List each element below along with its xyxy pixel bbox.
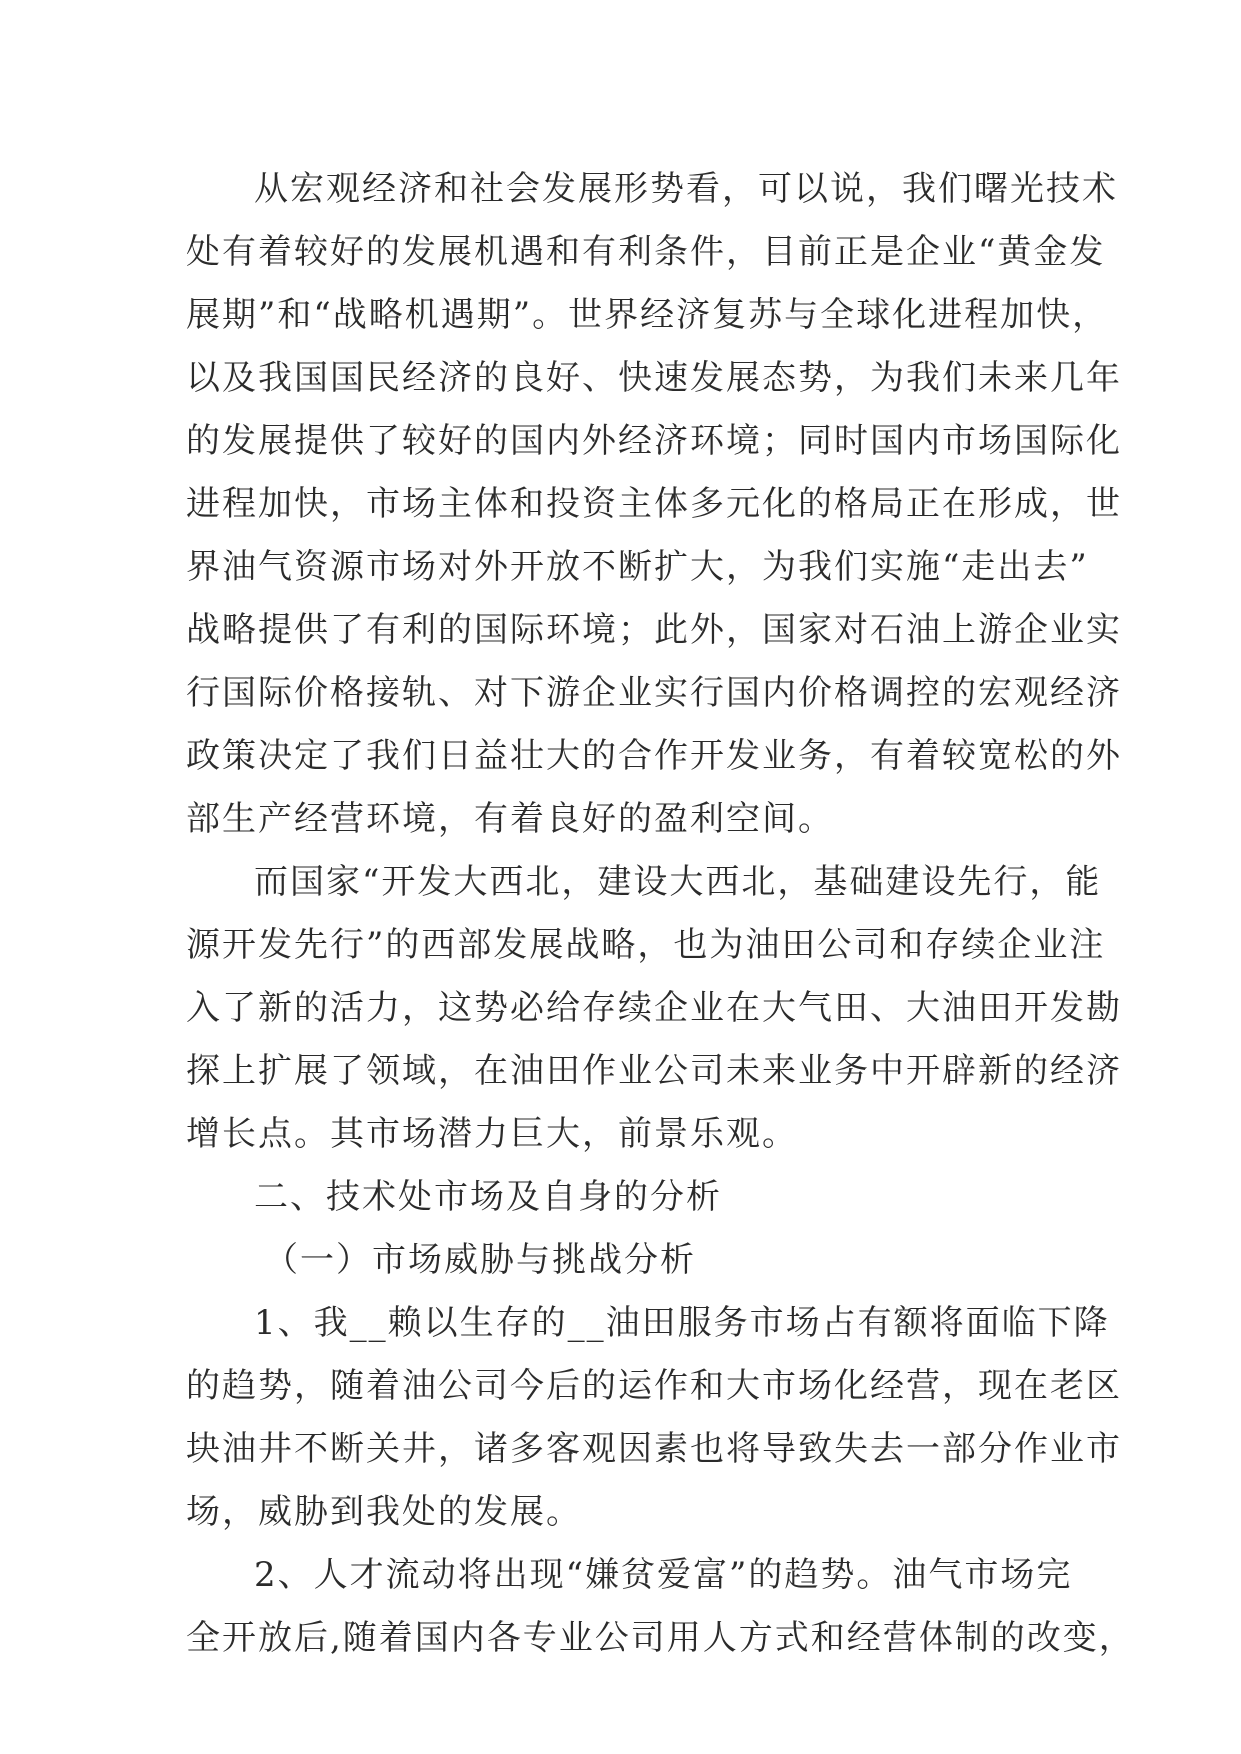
paragraph-line: 界油气资源市场对外开放不断扩大，为我们实施“走出去” [186, 547, 1089, 587]
paragraph-line: 行国际价格接轨、对下游企业实行国内价格调控的宏观经济 [186, 673, 1122, 713]
paragraph-line: 而国家“开发大西北，建设大西北，基础建设先行，能 [254, 862, 1102, 902]
paragraph-line: 处有着较好的发展机遇和有利条件，目前正是企业“黄金发 [186, 232, 1106, 272]
paragraph-line: 以及我国国民经济的良好、快速发展态势，为我们未来几年 [186, 358, 1122, 398]
paragraph-line: 探上扩展了领域，在油田作业公司未来业务中开辟新的经济 [186, 1051, 1122, 1091]
paragraph-macro-economy [186, 158, 1122, 851]
section-heading: 二、技术处市场及自身的分析 [254, 1177, 722, 1217]
paragraph-line: 的趋势，随着油公司今后的运作和大市场化经营，现在老区 [186, 1366, 1122, 1406]
paragraph-line: 入了新的活力，这势必给存续企业在大气田、大油田开发勘 [186, 988, 1122, 1028]
paragraph-line: 块油井不断关井，诸多客观因素也将导致失去一部分作业市 [186, 1429, 1122, 1469]
paragraph-line: 政策决定了我们日益壮大的合作开发业务，有着较宽松的外 [186, 736, 1122, 776]
paragraph-line: 1、我__赖以生存的__油田服务市场占有额将面临下降 [254, 1303, 1110, 1343]
paragraph-line: 场，威胁到我处的发展。 [186, 1492, 582, 1532]
paragraph-line: 战略提供了有利的国际环境；此外，国家对石油上游企业实 [186, 610, 1122, 650]
subsection-heading: （一）市场威胁与挑战分析 [264, 1240, 696, 1280]
paragraph-line: 进程加快，市场主体和投资主体多元化的格局正在形成，世 [186, 484, 1122, 524]
paragraph-line: 展期”和“战略机遇期”。世界经济复苏与全球化进程加快， [186, 295, 1109, 335]
list-item-talent-flow [186, 1544, 1135, 1670]
document-body [186, 158, 1135, 1670]
paragraph-line: 的发展提供了较好的国内外经济环境；同时国内市场国际化 [186, 421, 1122, 461]
paragraph-line: 从宏观经济和社会发展形势看，可以说，我们曙光技术 [254, 169, 1118, 209]
paragraph-western-development [186, 851, 1122, 1166]
paragraph-line: 部生产经营环境，有着良好的盈利空间。 [186, 799, 834, 839]
paragraph-line: 2、人才流动将出现“嫌贫爱富”的趋势。油气市场完 [254, 1555, 1073, 1595]
paragraph-line: 源开发先行”的西部发展战略，也为油田公司和存续企业注 [186, 925, 1106, 965]
paragraph-line: 增长点。其市场潜力巨大，前景乐观。 [186, 1114, 798, 1154]
list-item-market-share [186, 1292, 1122, 1544]
paragraph-line: 全开放后,随着国内各专业公司用人方式和经营体制的改变， [186, 1618, 1135, 1658]
